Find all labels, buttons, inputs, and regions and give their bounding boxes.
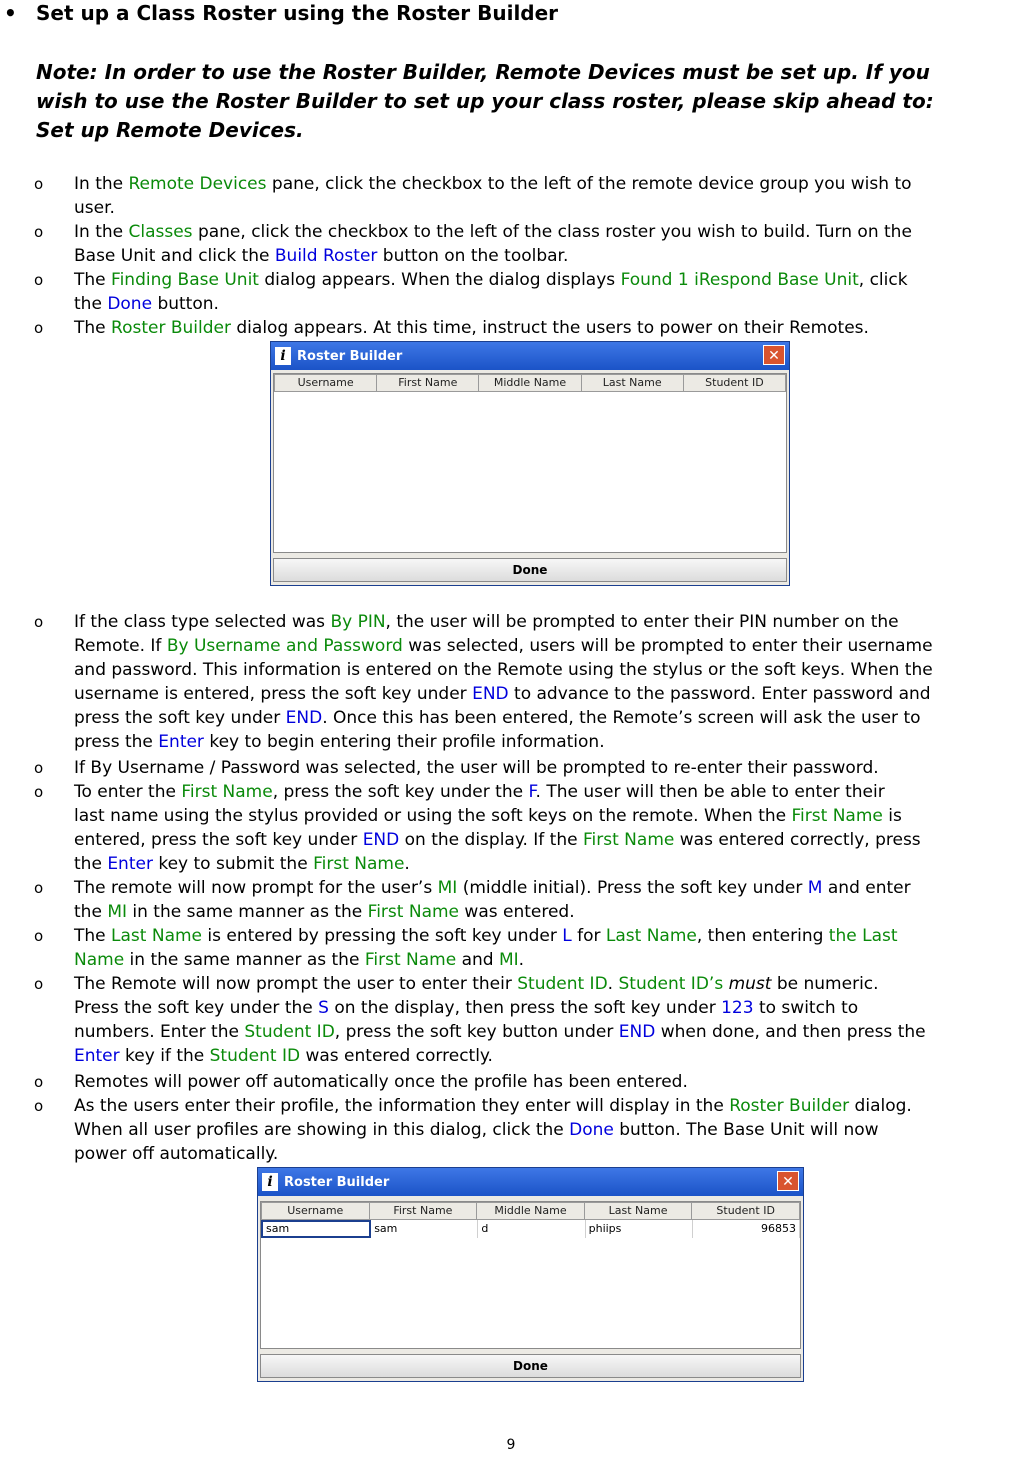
step-text: First Name <box>364 950 457 970</box>
step-text: Student ID <box>517 974 608 994</box>
step-text: Base Unit and click the <box>74 246 275 266</box>
step-text: and enter <box>822 878 911 898</box>
step-text: Build Roster <box>274 246 378 266</box>
step-text: MI <box>498 950 519 970</box>
step-text: key to begin entering their profile information. <box>203 732 605 752</box>
step-text: in the same manner as the <box>124 950 365 970</box>
step-line <box>74 1044 1022 1068</box>
step-text: (middle initial). Press the soft key under <box>457 878 808 898</box>
column-header-username[interactable]: Username <box>274 374 376 392</box>
step-line <box>74 972 1022 996</box>
step-text: , press the soft key button under <box>334 1022 619 1042</box>
done-button[interactable]: Done <box>260 1354 801 1378</box>
step-bullet: o <box>34 613 44 631</box>
cell-last-name[interactable]: phiips <box>586 1220 693 1238</box>
step-bullet: o <box>34 1073 44 1091</box>
step-line <box>74 1070 1022 1094</box>
step-text: If By Username / Password was selected, the user will be prompted to re-enter their password. <box>74 758 879 778</box>
step-line <box>74 682 1022 706</box>
step-text: Press the soft key under the <box>74 998 319 1018</box>
step-text: END <box>472 684 509 704</box>
step-bullet: o <box>34 319 44 337</box>
step-text: . <box>404 854 410 874</box>
step-text: Finding Base Unit <box>111 270 259 290</box>
step-text: First Name <box>181 782 273 802</box>
column-header-username[interactable]: Username <box>261 1202 369 1220</box>
step-text: pane, click the checkbox to the left of the remote device group you wish to <box>266 174 912 194</box>
step-bullet: o <box>34 223 44 241</box>
table-row[interactable] <box>261 1220 800 1238</box>
step-text: END <box>285 708 323 728</box>
step-line <box>74 924 1022 948</box>
step-bullet: o <box>34 783 44 801</box>
roster-builder-dialog <box>270 341 790 586</box>
step-text: In the <box>74 222 129 242</box>
step-text: dialog. <box>849 1096 912 1116</box>
dialog-footer <box>258 1351 803 1381</box>
step-text: Remote Devices <box>128 174 267 194</box>
step-text: M <box>807 878 823 898</box>
info-icon: i <box>275 347 291 365</box>
step-text: . Once this has been entered, the Remote’s screen will ask the user to <box>322 708 921 728</box>
step-line <box>74 706 1022 730</box>
step-text: END <box>362 830 400 850</box>
step-text: key if the <box>119 1046 210 1066</box>
step-text: on the display, then press the soft key under <box>328 998 722 1018</box>
dialog-titlebar <box>258 1168 803 1196</box>
step-text: L <box>562 926 572 946</box>
step-text: Enter <box>74 1046 120 1066</box>
step-text: By PIN <box>330 612 386 632</box>
step-text: was entered correctly. <box>300 1046 493 1066</box>
step-text: Done <box>569 1120 614 1140</box>
step-text: power off automatically. <box>74 1144 279 1164</box>
cell-student-id[interactable]: 96853 <box>693 1220 800 1238</box>
step-text: Name <box>74 950 125 970</box>
column-header-middle-name[interactable]: Middle Name <box>478 374 580 392</box>
step-text: Done <box>107 294 153 314</box>
step-line <box>74 1142 1022 1166</box>
step-text: the <box>74 294 108 314</box>
table-header <box>261 1202 800 1220</box>
step-text: for <box>571 926 606 946</box>
column-header-last-name[interactable]: Last Name <box>584 1202 692 1220</box>
step-line <box>74 828 1022 852</box>
step-text: username is entered, press the soft key under <box>74 684 473 704</box>
step-text: Remote. If <box>74 636 167 656</box>
step-text: and password. This information is entered on the Remote using the stylus or the soft keys. When the <box>74 660 933 680</box>
dialog-title: Roster Builder <box>284 1174 390 1190</box>
heading-text: Set up a Class Roster using the Roster Builder <box>36 1 559 25</box>
step-line <box>74 244 1022 268</box>
step-text: Student ID <box>209 1046 301 1066</box>
step-text: To enter the <box>74 782 182 802</box>
step-text: Student ID <box>244 1022 335 1042</box>
step-text: First Name <box>367 902 460 922</box>
dialog-title: Roster Builder <box>297 348 403 364</box>
step-text: The Remote will now prompt the user to enter their <box>74 974 518 994</box>
step-text: Remotes will power off automatically once the profile has been entered. <box>74 1072 688 1092</box>
step-text: press the <box>74 732 159 752</box>
step-text: Enter <box>107 854 153 874</box>
info-icon: i <box>262 1173 278 1191</box>
step-text: Roster Builder <box>111 318 231 338</box>
column-header-student-id[interactable]: Student ID <box>691 1202 800 1220</box>
step-text: to switch to <box>753 998 859 1018</box>
step-line <box>74 196 1022 220</box>
note-line: Note: In order to use the Roster Builder, Remote Devices must be set up. If you <box>36 60 930 84</box>
step-text: the Last <box>828 926 898 946</box>
column-header-middle-name[interactable]: Middle Name <box>476 1202 584 1220</box>
step-bullet: o <box>34 759 44 777</box>
step-bullet: o <box>34 1097 44 1115</box>
step-line <box>74 316 1022 340</box>
step-text: Last Name <box>605 926 697 946</box>
close-icon[interactable]: ✕ <box>763 345 785 365</box>
done-button[interactable]: Done <box>273 558 787 582</box>
page-number: 9 <box>506 1437 516 1453</box>
step-text: button. The Base Unit will now <box>613 1120 879 1140</box>
step-line <box>74 1094 1022 1118</box>
step-text: The remote will now prompt for the user’s <box>74 878 438 898</box>
step-text: button on the toolbar. <box>377 246 569 266</box>
column-header-last-name[interactable]: Last Name <box>581 374 683 392</box>
step-text: , then entering <box>696 926 829 946</box>
roster-table <box>273 373 787 553</box>
column-header-first-name[interactable]: First Name <box>376 374 478 392</box>
step-text: When all user profiles are showing in this dialog, click the <box>74 1120 570 1140</box>
step-text: Last Name <box>111 926 202 946</box>
step-text: user. <box>74 198 115 218</box>
step-text: button. <box>152 294 219 314</box>
step-line <box>74 172 1022 196</box>
step-text: By Username and Password <box>166 636 403 656</box>
cell-first-name[interactable]: sam <box>371 1220 478 1238</box>
cell-middle-name[interactable]: d <box>478 1220 585 1238</box>
bullet-dot: • <box>4 1 17 25</box>
step-line <box>74 900 1022 924</box>
step-text: First Name <box>313 854 405 874</box>
note-line: Set up Remote Devices. <box>36 118 304 142</box>
step-bullet: o <box>34 175 44 193</box>
step-text: to advance to the password. Enter password and <box>508 684 931 704</box>
dialog-footer <box>271 555 789 585</box>
step-line <box>74 292 1022 316</box>
step-text: Classes <box>128 222 193 242</box>
step-text: Found 1 iRespond Base Unit <box>620 270 859 290</box>
step-text: pane, click the checkbox to the left of the class roster you wish to build. Turn on the <box>192 222 912 242</box>
step-text: 123 <box>721 998 754 1018</box>
step-text: . The user will then be able to enter their <box>535 782 885 802</box>
step-line <box>74 780 1022 804</box>
column-header-first-name[interactable]: First Name <box>369 1202 477 1220</box>
step-text: numbers. Enter the <box>74 1022 245 1042</box>
step-text: Roster Builder <box>729 1096 850 1116</box>
step-text: on the display. If the <box>399 830 583 850</box>
step-text: the <box>74 854 108 874</box>
step-text: The <box>74 926 112 946</box>
roster-builder-dialog-filled <box>257 1167 804 1382</box>
step-text: First Name <box>583 830 675 850</box>
column-header-student-id[interactable]: Student ID <box>683 374 786 392</box>
step-text: MI <box>107 902 127 922</box>
step-text: the <box>74 902 108 922</box>
step-text: Enter <box>158 732 204 752</box>
step-text: in the same manner as the <box>127 902 368 922</box>
close-icon[interactable]: ✕ <box>777 1171 799 1191</box>
step-line <box>74 996 1022 1020</box>
step-text: entered, press the soft key under <box>74 830 363 850</box>
step-text: If the class type selected was <box>74 612 331 632</box>
note-block <box>36 58 1016 145</box>
step-text: was selected, users will be prompted to enter their username <box>402 636 933 656</box>
step-line <box>74 220 1022 244</box>
step-text: END <box>618 1022 656 1042</box>
step-text: S <box>318 998 329 1018</box>
step-line <box>74 876 1022 900</box>
step-line <box>74 852 1022 876</box>
step-text: must <box>728 974 772 994</box>
step-line <box>74 730 1022 754</box>
step-line <box>74 1020 1022 1044</box>
step-text: was entered. <box>459 902 575 922</box>
step-line <box>74 948 1022 972</box>
table-header <box>274 374 786 392</box>
step-text: In the <box>74 174 129 194</box>
step-text: . <box>518 950 525 970</box>
step-text: when done, and then press the <box>655 1022 926 1042</box>
step-line <box>74 268 1022 292</box>
step-text: MI <box>437 878 458 898</box>
step-line <box>74 804 1022 828</box>
step-text: last name using the stylus provided or using the soft keys on the remote. When the <box>74 806 792 826</box>
step-text: First Name <box>791 806 883 826</box>
step-text: . <box>607 974 619 994</box>
step-line <box>74 756 1022 780</box>
step-text: is <box>882 806 902 826</box>
step-text: press the soft key under <box>74 708 286 728</box>
step-text: is entered by pressing the soft key under <box>202 926 563 946</box>
step-text: key to submit the <box>152 854 314 874</box>
roster-table <box>260 1201 801 1349</box>
step-line <box>74 658 1022 682</box>
step-bullet: o <box>34 879 44 897</box>
step-text: F <box>528 782 536 802</box>
step-text: The <box>74 270 112 290</box>
step-bullet: o <box>34 927 44 945</box>
step-text: As the users enter their profile, the information they enter will display in the <box>74 1096 730 1116</box>
step-text: Student ID’s <box>618 974 724 994</box>
step-bullet: o <box>34 271 44 289</box>
step-text: dialog appears. When the dialog displays <box>258 270 621 290</box>
step-text: , the user will be prompted to enter their PIN number on the <box>385 612 899 632</box>
step-line <box>74 1118 1022 1142</box>
step-text: , press the soft key under the <box>272 782 529 802</box>
note-line: wish to use the Roster Builder to set up your class roster, please skip ahead to: <box>36 89 934 113</box>
step-text: dialog appears. At this time, instruct the users to power on their Remotes. <box>230 318 869 338</box>
step-text: and <box>456 950 499 970</box>
step-line <box>74 610 1022 634</box>
step-text: The <box>74 318 112 338</box>
step-text: be numeric. <box>771 974 879 994</box>
step-text: was entered correctly, press <box>674 830 921 850</box>
step-bullet: o <box>34 975 44 993</box>
step-text: , click <box>858 270 908 290</box>
cell-username[interactable]: sam <box>261 1220 371 1238</box>
step-line <box>74 634 1022 658</box>
dialog-titlebar <box>271 342 789 370</box>
